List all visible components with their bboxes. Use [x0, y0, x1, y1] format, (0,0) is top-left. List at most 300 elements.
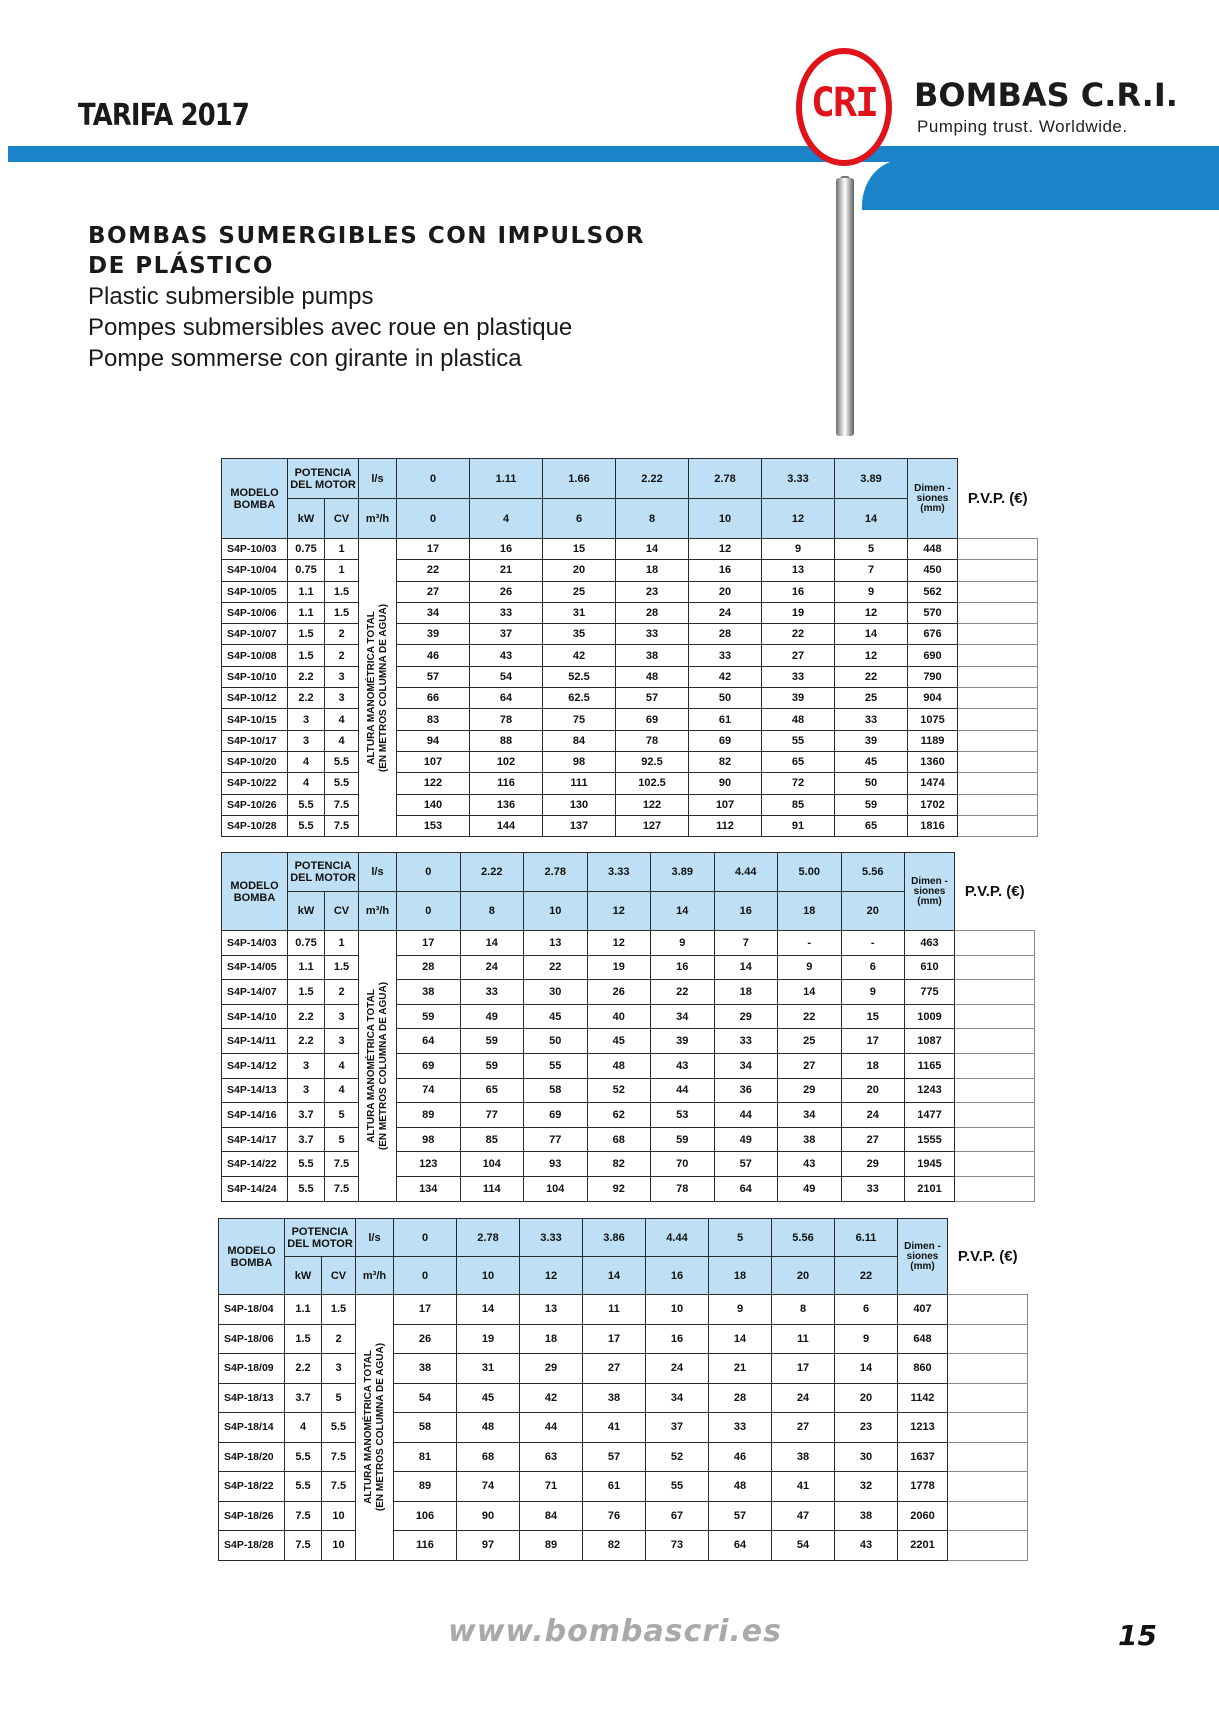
table-row: [219, 1501, 1028, 1531]
price-cell: [948, 1295, 1028, 1325]
dimensions-header: Dimen -siones (mm): [898, 1219, 948, 1295]
cv-cell: 3: [325, 1029, 359, 1054]
cv-cell: 7.5: [325, 815, 359, 836]
model-cell: S4P-18/26: [219, 1501, 285, 1531]
cv-header: CV: [322, 1257, 356, 1295]
head-value-cell: 9: [778, 955, 842, 980]
model-cell: S4P-18/09: [219, 1354, 285, 1384]
altura-vertical-label: [363, 1343, 387, 1511]
head-value-cell: 8: [772, 1295, 835, 1325]
head-value-cell: 38: [583, 1383, 646, 1413]
model-cell: S4P-18/04: [219, 1295, 285, 1325]
head-value-cell: 66: [397, 688, 470, 709]
head-value-cell: 26: [587, 980, 651, 1005]
head-value-cell: -: [778, 931, 842, 956]
head-value-cell: 29: [520, 1354, 583, 1384]
metros-label: (EN METROS COLUMNA DE AGUA): [374, 1343, 386, 1512]
head-value-cell: 9: [835, 1324, 898, 1354]
table-row: [222, 730, 1038, 751]
m3h-value: 10: [689, 499, 762, 539]
dimension-cell: 1945: [905, 1152, 955, 1177]
head-value-cell: 73: [646, 1531, 709, 1561]
ls-value: 1.66: [543, 459, 616, 499]
kw-cell: 5.5: [285, 1442, 322, 1472]
head-value-cell: 14: [778, 980, 842, 1005]
head-value-cell: 54: [772, 1531, 835, 1561]
head-value-cell: 62.5: [543, 688, 616, 709]
head-value-cell: 11: [583, 1295, 646, 1325]
price-cell: [948, 1354, 1028, 1384]
model-cell: S4P-14/16: [222, 1103, 288, 1128]
table-row: [222, 980, 1035, 1005]
modelo-header: MODELO BOMBA: [222, 853, 288, 931]
model-cell: S4P-14/11: [222, 1029, 288, 1054]
head-value-cell: 58: [394, 1413, 457, 1443]
head-value-cell: 15: [841, 1004, 905, 1029]
head-value-cell: 19: [457, 1324, 520, 1354]
dimension-cell: 448: [908, 539, 958, 560]
head-value-cell: 49: [460, 1004, 524, 1029]
dimension-cell: 610: [905, 955, 955, 980]
head-value-cell: 27: [778, 1053, 842, 1078]
price-cell: [958, 560, 1038, 581]
ls-value: 2.22: [616, 459, 689, 499]
model-cell: S4P-10/05: [222, 581, 288, 602]
head-value-cell: 92: [587, 1176, 651, 1201]
kw-cell: 1.1: [288, 955, 325, 980]
head-value-cell: 42: [689, 666, 762, 687]
head-value-cell: 13: [762, 560, 835, 581]
head-value-cell: 76: [583, 1501, 646, 1531]
table-row: [219, 1531, 1028, 1561]
dimension-cell: 562: [908, 581, 958, 602]
kw-cell: 3.7: [288, 1103, 325, 1128]
head-value-cell: 93: [524, 1152, 588, 1177]
model-cell: S4P-10/08: [222, 645, 288, 666]
head-value-cell: 48: [587, 1053, 651, 1078]
head-value-cell: 114: [460, 1176, 524, 1201]
kw-cell: 1.1: [288, 581, 325, 602]
head-value-cell: 104: [460, 1152, 524, 1177]
head-value-cell: 49: [778, 1176, 842, 1201]
price-cell: [958, 794, 1038, 815]
dimension-cell: 1142: [898, 1383, 948, 1413]
head-value-cell: 24: [772, 1383, 835, 1413]
kw-cell: 2.2: [285, 1354, 322, 1384]
head-value-cell: 14: [616, 539, 689, 560]
table-row: [222, 645, 1038, 666]
head-value-cell: 130: [543, 794, 616, 815]
head-value-cell: 81: [394, 1442, 457, 1472]
head-value-cell: 16: [762, 581, 835, 602]
head-value-cell: 19: [587, 955, 651, 980]
ls-value: 3.89: [835, 459, 908, 499]
head-value-cell: 34: [778, 1103, 842, 1128]
m3h-value: 20: [772, 1257, 835, 1295]
head-value-cell: 136: [470, 794, 543, 815]
head-value-cell: 94: [397, 730, 470, 751]
kw-header: kW: [288, 892, 325, 931]
head-value-cell: 18: [616, 560, 689, 581]
head-value-cell: 14: [835, 1354, 898, 1384]
head-value-cell: 82: [587, 1152, 651, 1177]
ls-value: 0: [394, 1219, 457, 1257]
cv-cell: 2: [325, 645, 359, 666]
head-value-cell: 39: [651, 1029, 715, 1054]
head-value-cell: 57: [714, 1152, 778, 1177]
altura-label-cell: [356, 1295, 394, 1561]
head-value-cell: 65: [762, 751, 835, 772]
ls-value: 2.78: [457, 1219, 520, 1257]
ls-value: 2.22: [460, 853, 524, 892]
pump-table-2: [221, 852, 1035, 1202]
table-row: [219, 1354, 1028, 1384]
head-value-cell: 9: [762, 539, 835, 560]
head-value-cell: 41: [583, 1413, 646, 1443]
price-cell: [958, 645, 1038, 666]
head-value-cell: 84: [520, 1501, 583, 1531]
head-value-cell: 78: [651, 1176, 715, 1201]
cri-logo: [796, 48, 892, 166]
head-value-cell: 29: [778, 1078, 842, 1103]
head-value-cell: 9: [651, 931, 715, 956]
head-value-cell: 22: [397, 560, 470, 581]
dimension-cell: 1087: [905, 1029, 955, 1054]
kw-cell: 1.1: [285, 1295, 322, 1325]
table-row: [222, 1127, 1035, 1152]
kw-cell: 1.5: [288, 624, 325, 645]
ls-value: 2.78: [524, 853, 588, 892]
title-english: Plastic submersible pumps: [88, 283, 374, 310]
cv-cell: 5.5: [322, 1413, 356, 1443]
head-value-cell: 24: [646, 1354, 709, 1384]
head-value-cell: 24: [460, 955, 524, 980]
head-value-cell: 35: [543, 624, 616, 645]
head-value-cell: 34: [397, 602, 470, 623]
m3h-value: 14: [835, 499, 908, 539]
table-row: [222, 1029, 1035, 1054]
head-value-cell: 102: [470, 751, 543, 772]
kw-header: kW: [288, 499, 325, 539]
head-value-cell: 14: [714, 955, 778, 980]
head-value-cell: 20: [835, 1383, 898, 1413]
head-value-cell: 22: [778, 1004, 842, 1029]
kw-cell: 5.5: [285, 1472, 322, 1502]
model-cell: S4P-14/24: [222, 1176, 288, 1201]
head-value-cell: 68: [457, 1442, 520, 1472]
cv-cell: 2: [325, 980, 359, 1005]
table-row: [222, 560, 1038, 581]
head-value-cell: 9: [841, 980, 905, 1005]
head-value-cell: 82: [583, 1531, 646, 1561]
head-value-cell: 102.5: [616, 773, 689, 794]
head-value-cell: 57: [616, 688, 689, 709]
head-value-cell: 123: [397, 1152, 461, 1177]
head-value-cell: 31: [543, 602, 616, 623]
head-value-cell: 33: [714, 1029, 778, 1054]
model-cell: S4P-10/28: [222, 815, 288, 836]
head-value-cell: 17: [394, 1295, 457, 1325]
m3h-value: 10: [524, 892, 588, 931]
cv-header: CV: [325, 892, 359, 931]
dimension-cell: 1477: [905, 1103, 955, 1128]
cv-cell: 7.5: [322, 1472, 356, 1502]
head-value-cell: 10: [646, 1295, 709, 1325]
kw-cell: 5.5: [288, 1176, 325, 1201]
metros-label: (EN METROS COLUMNA DE AGUA): [377, 603, 389, 772]
kw-cell: 3: [288, 709, 325, 730]
table-row: [219, 1324, 1028, 1354]
head-value-cell: 83: [397, 709, 470, 730]
model-cell: S4P-10/15: [222, 709, 288, 730]
ls-value: 3.33: [520, 1219, 583, 1257]
m3h-unit: m³/h: [356, 1257, 394, 1295]
head-value-cell: 134: [397, 1176, 461, 1201]
dimension-cell: 1165: [905, 1053, 955, 1078]
dimension-cell: 1702: [908, 794, 958, 815]
table-row: [219, 1442, 1028, 1472]
head-value-cell: 62: [587, 1103, 651, 1128]
dimension-cell: 2201: [898, 1531, 948, 1561]
head-value-cell: 13: [524, 931, 588, 956]
head-value-cell: 137: [543, 815, 616, 836]
head-value-cell: 18: [520, 1324, 583, 1354]
dimension-cell: 1474: [908, 773, 958, 794]
title-spanish: BOMBAS SUMERGIBLES CON IMPULSOR DE PLÁSTICO: [88, 223, 645, 279]
head-value-cell: 15: [543, 539, 616, 560]
head-value-cell: 11: [772, 1324, 835, 1354]
m3h-value: 14: [651, 892, 715, 931]
cv-header: CV: [325, 499, 359, 539]
head-value-cell: 50: [689, 688, 762, 709]
price-cell: [948, 1501, 1028, 1531]
pvp-header: P.V.P. (€): [957, 1247, 1018, 1265]
head-value-cell: 27: [397, 581, 470, 602]
head-value-cell: 59: [835, 794, 908, 815]
head-value-cell: 22: [524, 955, 588, 980]
model-cell: S4P-14/17: [222, 1127, 288, 1152]
price-cell: [955, 1004, 1035, 1029]
head-value-cell: 57: [397, 666, 470, 687]
ls-value: 4.44: [646, 1219, 709, 1257]
head-value-cell: 116: [394, 1531, 457, 1561]
head-value-cell: 107: [397, 751, 470, 772]
modelo-header: MODELO BOMBA: [222, 459, 288, 539]
m3h-value: 0: [397, 892, 461, 931]
cv-cell: 2: [325, 624, 359, 645]
cv-cell: 5: [325, 1127, 359, 1152]
model-cell: S4P-10/22: [222, 773, 288, 794]
head-value-cell: 43: [778, 1152, 842, 1177]
kw-cell: 2.2: [288, 688, 325, 709]
cv-cell: 4: [325, 1078, 359, 1103]
head-value-cell: 14: [709, 1324, 772, 1354]
head-value-cell: 22: [651, 980, 715, 1005]
head-value-cell: 43: [835, 1531, 898, 1561]
table-row: [222, 539, 1038, 560]
head-value-cell: 23: [835, 1413, 898, 1443]
head-value-cell: 59: [460, 1053, 524, 1078]
kw-cell: 4: [285, 1413, 322, 1443]
cri-logo-text: CRI: [810, 80, 878, 126]
dimension-cell: 450: [908, 560, 958, 581]
m3h-value: 18: [778, 892, 842, 931]
head-value-cell: 85: [460, 1127, 524, 1152]
potencia-header: POTENCIA DEL MOTOR: [288, 459, 359, 499]
title-italian: Pompe sommerse con girante in plastica: [88, 345, 522, 372]
head-value-cell: 54: [470, 666, 543, 687]
head-value-cell: 61: [583, 1472, 646, 1502]
dimension-cell: 676: [908, 624, 958, 645]
head-value-cell: 90: [457, 1501, 520, 1531]
head-value-cell: 34: [646, 1383, 709, 1413]
head-value-cell: 69: [689, 730, 762, 751]
head-value-cell: 27: [841, 1127, 905, 1152]
model-cell: S4P-10/26: [222, 794, 288, 815]
head-value-cell: 37: [470, 624, 543, 645]
head-value-cell: 38: [835, 1501, 898, 1531]
head-value-cell: 116: [470, 773, 543, 794]
head-value-cell: 84: [543, 730, 616, 751]
cv-cell: 1.5: [325, 602, 359, 623]
cv-cell: 7.5: [322, 1442, 356, 1472]
head-value-cell: 40: [587, 1004, 651, 1029]
dimension-cell: 648: [898, 1324, 948, 1354]
metros-label: (EN METROS COLUMNA DE AGUA): [377, 981, 389, 1150]
model-cell: S4P-10/12: [222, 688, 288, 709]
head-value-cell: 28: [709, 1383, 772, 1413]
head-value-cell: 45: [457, 1383, 520, 1413]
head-value-cell: 78: [616, 730, 689, 751]
head-value-cell: 38: [394, 1354, 457, 1384]
head-value-cell: 78: [470, 709, 543, 730]
m3h-value: 12: [762, 499, 835, 539]
ls-value: 3.86: [583, 1219, 646, 1257]
dimension-cell: 2101: [905, 1176, 955, 1201]
head-value-cell: 52: [587, 1078, 651, 1103]
altura-label: ALTURA MANOMÉTRICA TOTAL: [365, 610, 377, 765]
head-value-cell: 104: [524, 1176, 588, 1201]
price-cell: [958, 539, 1038, 560]
cv-cell: 4: [325, 709, 359, 730]
head-value-cell: 26: [394, 1324, 457, 1354]
table-row: [222, 931, 1035, 956]
ls-value: 0: [397, 459, 470, 499]
price-cell: [958, 581, 1038, 602]
dimensions-header: Dimen -siones (mm): [905, 853, 955, 931]
head-value-cell: 57: [709, 1501, 772, 1531]
price-cell: [948, 1442, 1028, 1472]
model-cell: S4P-10/04: [222, 560, 288, 581]
head-value-cell: 33: [762, 666, 835, 687]
price-cell: [948, 1383, 1028, 1413]
head-value-cell: 47: [772, 1501, 835, 1531]
head-value-cell: 18: [841, 1053, 905, 1078]
head-value-cell: 12: [835, 602, 908, 623]
kw-cell: 1.5: [288, 645, 325, 666]
cv-cell: 10: [322, 1531, 356, 1561]
head-value-cell: 46: [709, 1442, 772, 1472]
head-value-cell: 38: [397, 980, 461, 1005]
cv-cell: 10: [322, 1501, 356, 1531]
head-value-cell: 24: [841, 1103, 905, 1128]
kw-cell: 0.75: [288, 931, 325, 956]
altura-vertical-label: [366, 982, 390, 1150]
head-value-cell: 44: [651, 1078, 715, 1103]
m3h-value: 6: [543, 499, 616, 539]
head-value-cell: 140: [397, 794, 470, 815]
m3h-value: 12: [520, 1257, 583, 1295]
head-value-cell: 39: [762, 688, 835, 709]
head-value-cell: 29: [841, 1152, 905, 1177]
head-value-cell: 27: [762, 645, 835, 666]
website-link[interactable]: www.bombascri.es: [448, 1614, 783, 1649]
head-value-cell: 28: [689, 624, 762, 645]
price-cell: [955, 980, 1035, 1005]
header-row-ls: [219, 1219, 1028, 1257]
price-cell: [955, 931, 1035, 956]
dimension-cell: 860: [898, 1354, 948, 1384]
m3h-value: 0: [394, 1257, 457, 1295]
dimension-cell: 775: [905, 980, 955, 1005]
ls-value: 5: [709, 1219, 772, 1257]
kw-cell: 3: [288, 1053, 325, 1078]
table-row: [219, 1472, 1028, 1502]
kw-cell: 4: [288, 773, 325, 794]
head-value-cell: 26: [470, 581, 543, 602]
head-value-cell: 91: [762, 815, 835, 836]
pump-image: [836, 178, 854, 436]
ls-value: 3.89: [651, 853, 715, 892]
m3h-value: 8: [616, 499, 689, 539]
head-value-cell: 39: [397, 624, 470, 645]
ls-value: 4.44: [714, 853, 778, 892]
head-value-cell: 45: [587, 1029, 651, 1054]
table-row: [222, 666, 1038, 687]
head-value-cell: 50: [524, 1029, 588, 1054]
cv-cell: 5: [325, 1103, 359, 1128]
kw-cell: 1.1: [288, 602, 325, 623]
price-cell: [948, 1531, 1028, 1561]
head-value-cell: 5: [835, 539, 908, 560]
model-cell: S4P-18/06: [219, 1324, 285, 1354]
price-cell: [958, 751, 1038, 772]
head-value-cell: 127: [616, 815, 689, 836]
page-number: 15: [1118, 1619, 1157, 1652]
head-value-cell: 43: [470, 645, 543, 666]
head-value-cell: 20: [689, 581, 762, 602]
head-value-cell: 46: [397, 645, 470, 666]
model-cell: S4P-14/05: [222, 955, 288, 980]
table-row: [222, 688, 1038, 709]
cv-cell: 4: [325, 730, 359, 751]
price-cell: [948, 1472, 1028, 1502]
head-value-cell: 43: [651, 1053, 715, 1078]
model-cell: S4P-14/07: [222, 980, 288, 1005]
ls-value: 3.33: [587, 853, 651, 892]
head-value-cell: 61: [689, 709, 762, 730]
kw-cell: 7.5: [285, 1531, 322, 1561]
price-cell: [955, 1029, 1035, 1054]
head-value-cell: 70: [651, 1152, 715, 1177]
m3h-value: 14: [583, 1257, 646, 1295]
ls-unit: l/s: [359, 853, 397, 892]
head-value-cell: 17: [841, 1029, 905, 1054]
header-band-corner: [862, 160, 1219, 210]
head-value-cell: 59: [651, 1127, 715, 1152]
head-value-cell: 32: [835, 1472, 898, 1502]
head-value-cell: 6: [841, 955, 905, 980]
